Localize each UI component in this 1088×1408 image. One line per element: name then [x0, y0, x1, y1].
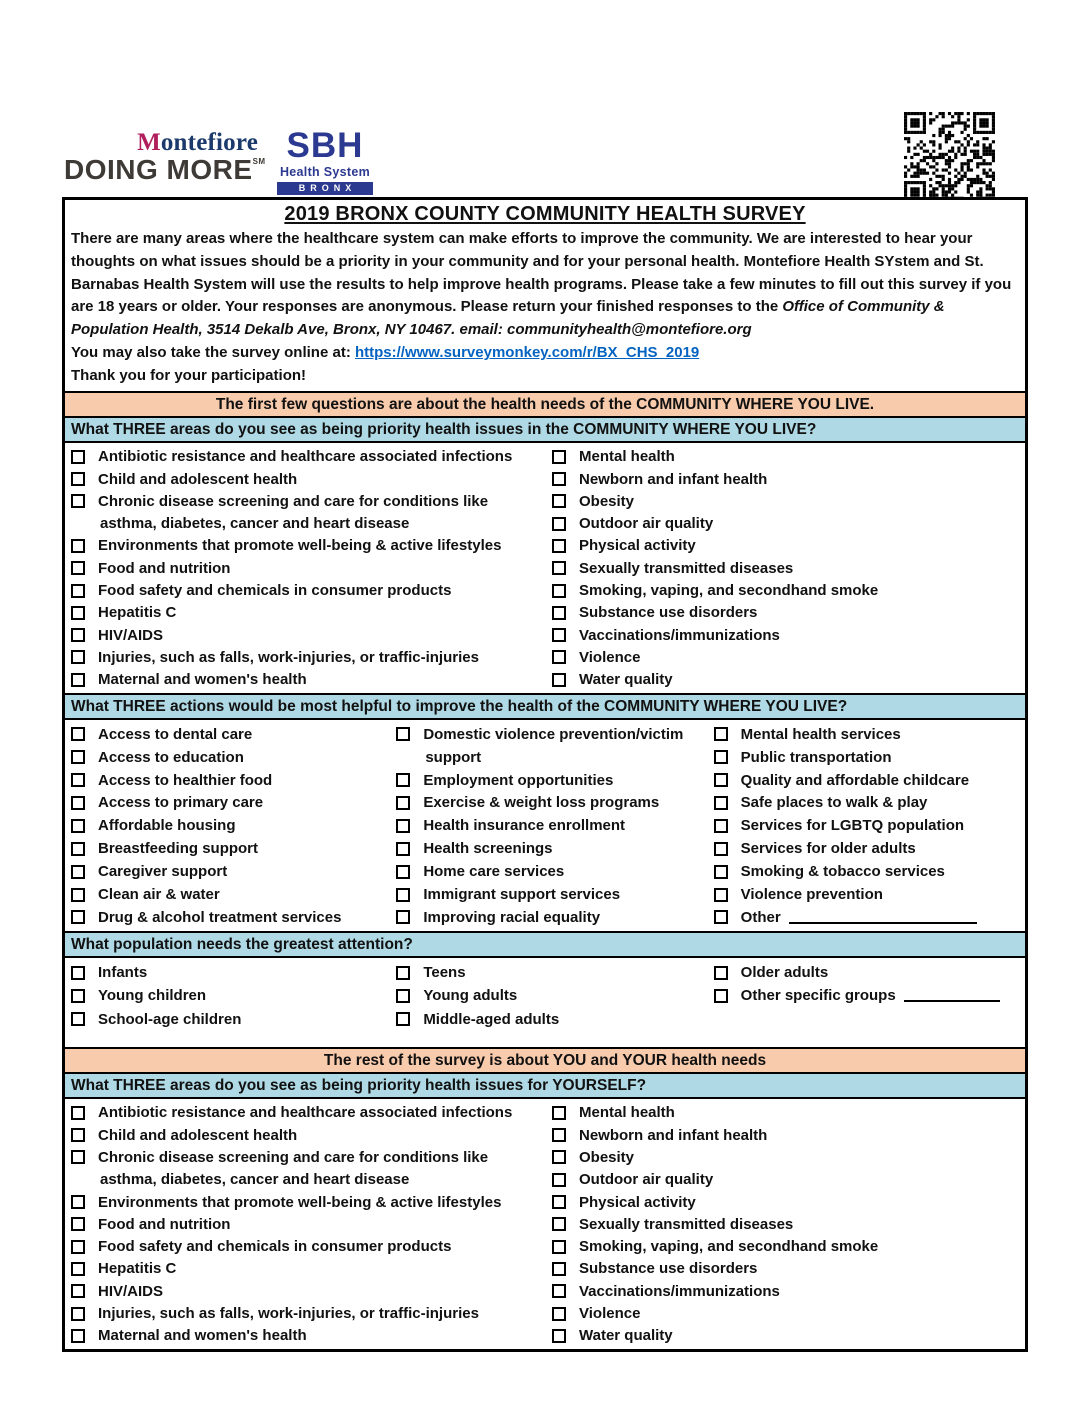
checkbox[interactable]: [71, 773, 85, 787]
checkbox[interactable]: [396, 842, 410, 856]
checklist-item: [69, 860, 394, 883]
checkbox[interactable]: [71, 966, 85, 980]
checkbox-label: Injuries, such as falls, work-injuries, or traffic-injuries: [98, 1305, 479, 1323]
checklist-item: [394, 1007, 711, 1030]
checklist-item: [394, 814, 711, 837]
checkbox[interactable]: [71, 796, 85, 810]
checkbox[interactable]: [714, 842, 728, 856]
checkbox-label: Infants: [98, 964, 148, 981]
doing-more-tagline: [64, 154, 266, 185]
checklist-item: [69, 535, 550, 557]
checkbox-label: Other: [740, 908, 781, 926]
checklist-item: [394, 769, 711, 792]
checkbox-label: Mental health: [579, 1104, 675, 1122]
checkbox[interactable]: [71, 865, 85, 879]
checkbox[interactable]: [714, 966, 728, 980]
checklist-item: [69, 883, 394, 906]
checkbox-label: Access to education: [98, 748, 244, 766]
checklist-item: [69, 579, 550, 601]
checkbox-label: Smoking, vaping, and secondhand smoke: [579, 582, 879, 599]
checkbox[interactable]: [552, 1262, 566, 1276]
checklist-item: [69, 792, 394, 815]
checklist-item: [712, 961, 1025, 984]
checkbox[interactable]: [714, 727, 728, 741]
checklist-item: [69, 1325, 550, 1347]
checkbox-label: Outdoor air quality: [579, 515, 714, 533]
checklist-item: [550, 1124, 1025, 1146]
checklist-item: [394, 860, 711, 883]
checklist-item: [394, 792, 711, 815]
checkbox-label: Violence prevention: [740, 886, 883, 904]
page-title: 2019 BRONX COUNTY COMMUNITY HEALTH SURVEY: [284, 203, 806, 225]
doing-more-text: DOING MORE: [64, 154, 253, 185]
checkbox-label: Exercise & weight loss programs: [423, 794, 660, 812]
checkbox-label: Drug & alcohol treatment services: [98, 908, 342, 926]
checkbox-label: Vaccinations/immunizations: [579, 1282, 780, 1300]
checklist-item: [550, 646, 1025, 668]
checkbox[interactable]: [71, 888, 85, 902]
montefiore-initial: M: [137, 129, 161, 156]
checkbox-label: Employment opportunities: [423, 771, 614, 789]
checkbox-label: Hepatitis C: [98, 1260, 177, 1278]
checklist-item: [550, 602, 1025, 624]
checkbox[interactable]: [552, 450, 566, 464]
checklist-item: [712, 984, 1025, 1007]
checklist-item: [69, 602, 550, 624]
checklist-item: [394, 883, 711, 906]
checkbox-label: Services for older adults: [740, 840, 916, 858]
checkbox[interactable]: [71, 1240, 85, 1254]
checkbox[interactable]: [396, 989, 410, 1003]
montefiore-rest: ontefiore: [160, 129, 258, 156]
checkbox[interactable]: [552, 1284, 566, 1298]
checkbox-label: Improving racial equality: [423, 908, 601, 926]
checklist-column: [69, 723, 394, 929]
checkbox-label: Public transportation: [740, 748, 892, 766]
checkbox-label: Food and nutrition: [98, 1215, 231, 1233]
checkbox-label: Health insurance enrollment: [423, 817, 626, 835]
checkbox-label: Chronic disease screening and care for conditions like: [98, 492, 489, 510]
checkbox[interactable]: [552, 606, 566, 620]
checkbox[interactable]: [552, 1106, 566, 1120]
checkbox-label: Sexually transmitted diseases: [579, 559, 794, 577]
checklist-item: [69, 961, 394, 984]
checkbox[interactable]: [714, 750, 728, 764]
checklist-item: [550, 490, 1025, 512]
montefiore-wordmark: [64, 130, 258, 155]
checklist-item: [550, 1280, 1025, 1302]
checkbox-label: Access to dental care: [98, 725, 253, 743]
checkbox-label: Food and nutrition: [98, 559, 231, 577]
checklist-item: [69, 1191, 550, 1213]
checklist-item: [550, 1325, 1025, 1347]
checkbox[interactable]: [552, 1150, 566, 1164]
checklist-actions: [65, 720, 1025, 931]
checkbox-label: Food safety and chemicals in consumer products: [98, 582, 452, 599]
checkbox[interactable]: [71, 727, 85, 741]
checklist-item: [69, 669, 550, 691]
checklist-item: [69, 490, 550, 512]
checklist-priority-community: [65, 443, 1025, 693]
checkbox-label: asthma, diabetes, cancer and heart disease: [100, 1171, 410, 1189]
checkbox[interactable]: [714, 773, 728, 787]
checkbox[interactable]: [552, 1329, 566, 1343]
checklist-item: [69, 1124, 550, 1146]
checklist-item: [69, 624, 550, 646]
checklist-item: [712, 792, 1025, 815]
write-in-blank[interactable]: [789, 911, 977, 924]
checkbox-label: Affordable housing: [98, 817, 236, 835]
checkbox[interactable]: [552, 517, 566, 531]
checklist-item: [394, 984, 711, 1007]
checkbox-label: Older adults: [740, 964, 829, 981]
checklist-item: [69, 1102, 550, 1124]
checkbox[interactable]: [71, 1012, 85, 1026]
checkbox-label: Maternal and women's health: [98, 671, 307, 689]
checklist-column: [69, 446, 550, 691]
checkbox-label: Young children: [98, 987, 207, 1005]
qr-code: [904, 112, 995, 203]
checklist-item: [550, 1302, 1025, 1324]
checkbox[interactable]: [396, 819, 410, 833]
checklist-column: [69, 1102, 550, 1347]
checklist-column: [69, 961, 394, 1031]
checklist-item: [69, 557, 550, 579]
checklist-item: [550, 1146, 1025, 1168]
checkbox-label: Quality and affordable childcare: [740, 771, 970, 789]
checklist-item: [712, 906, 1025, 929]
checkbox[interactable]: [552, 650, 566, 664]
checkbox[interactable]: [396, 865, 410, 879]
checkbox-label: asthma, diabetes, cancer and heart disease: [100, 515, 410, 533]
checklist-item: [550, 1236, 1025, 1258]
checkbox[interactable]: [552, 539, 566, 553]
checkbox[interactable]: [396, 773, 410, 787]
checkbox-label: Child and adolescent health: [98, 470, 298, 488]
checkbox[interactable]: [71, 1329, 85, 1343]
checkbox-label: Environments that promote well-being & active lifestyles: [98, 1193, 502, 1211]
checklist-item: [550, 1258, 1025, 1280]
checkbox-label: Vaccinations/immunizations: [579, 626, 780, 644]
checkbox[interactable]: [714, 819, 728, 833]
checklist-item: [550, 468, 1025, 490]
service-mark: SM: [252, 157, 266, 166]
checkbox[interactable]: [71, 750, 85, 764]
checklist-item: [69, 1280, 550, 1302]
checkbox-label: Other specific groups: [740, 987, 896, 1005]
checkbox[interactable]: [71, 650, 85, 664]
thanks-text: Thank you for your participation!: [71, 366, 307, 384]
checklist-item: [550, 624, 1025, 646]
checkbox-label: Sexually transmitted diseases: [579, 1215, 794, 1233]
checkbox[interactable]: [552, 494, 566, 508]
checklist-column: [712, 723, 1025, 929]
checklist-item: [550, 535, 1025, 557]
sbh-logo: [277, 128, 373, 195]
return-address: Office of Community & Population Health, 3514 Dekalb Ave, Bronx, NY 10467. email: communityhealth@montefiore.org: [71, 298, 945, 339]
checkbox[interactable]: [552, 628, 566, 642]
checklist-item: [550, 512, 1025, 534]
checklist-item: [550, 669, 1025, 691]
checkbox[interactable]: [396, 727, 410, 741]
checklist-item: [394, 961, 711, 984]
checkbox-label: Maternal and women's health: [98, 1327, 307, 1345]
checklist-item: [69, 1146, 550, 1168]
checklist-item: [69, 984, 394, 1007]
checklist-item: [712, 814, 1025, 837]
online-survey-prefix: You may also take the survey online at:: [71, 343, 355, 361]
intro-text: There are many areas where the healthcare system can make efforts to improve the community. We are interested to hear your thoughts on what issues should be a priority in your community and for your personal health. Montefiore Health SYstem and St. Barnabas Health System will use the results to help improve health programs. Please take a few minutes to fill out this survey if you are 18 years or older. Your responses are anonymous. Please return your finished responses to the: [71, 230, 1012, 316]
checkbox-label: Health screenings: [423, 840, 553, 858]
checklist-item: [712, 883, 1025, 906]
checkbox-label: Newborn and infant health: [579, 470, 768, 488]
checkbox-label: Environments that promote well-being & active lifestyles: [98, 537, 502, 555]
checklist-priority-self: [65, 1099, 1025, 1349]
checkbox-label: Substance use disorders: [579, 1260, 758, 1278]
checklist-item: [550, 579, 1025, 601]
checkbox-label: Access to primary care: [98, 794, 264, 812]
checkbox[interactable]: [552, 1173, 566, 1187]
checkbox[interactable]: [71, 673, 85, 687]
checklist-column: [394, 723, 711, 929]
checkbox-label: Water quality: [579, 1327, 673, 1345]
checklist-item: [394, 906, 711, 929]
checkbox-label: Teens: [423, 964, 466, 981]
checklist-item: [69, 906, 394, 929]
checkbox-label: Child and adolescent health: [98, 1126, 298, 1144]
section-banner-community: The first few questions are about the health needs of the COMMUNITY WHERE YOU LIVE.: [65, 391, 1025, 418]
checkbox[interactable]: [552, 1195, 566, 1209]
checkbox-label: Breastfeeding support: [98, 840, 259, 858]
checklist-item: [69, 1302, 550, 1324]
checkbox-label: School-age children: [98, 1010, 242, 1028]
checkbox-label: Obesity: [579, 1148, 635, 1166]
checklist-column: [550, 446, 1025, 691]
question-priority-self: What THREE areas do you see as being priority health issues for YOURSELF?: [65, 1074, 1025, 1099]
checkbox-label: Physical activity: [579, 1193, 696, 1211]
checklist-item: [712, 860, 1025, 883]
checkbox-label: Domestic violence prevention/victim: [423, 725, 684, 743]
checklist-item-continuation: [69, 1169, 550, 1191]
checkbox[interactable]: [71, 910, 85, 924]
checklist-item: [550, 1191, 1025, 1213]
checklist-item: [69, 769, 394, 792]
montefiore-logo: [64, 129, 266, 185]
checklist-item: [69, 837, 394, 860]
checkbox-label: support: [425, 748, 482, 766]
checklist-item: [712, 746, 1025, 769]
section-banner-yourself: The rest of the survey is about YOU and YOUR health needs: [65, 1047, 1025, 1074]
checkbox[interactable]: [396, 796, 410, 810]
checklist-item: [69, 1258, 550, 1280]
checkbox[interactable]: [71, 628, 85, 642]
checklist-item: [712, 723, 1025, 746]
checkbox[interactable]: [396, 910, 410, 924]
survey-link[interactable]: https://www.surveymonkey.com/r/BX_CHS_2019: [354, 343, 700, 361]
checklist-item: [69, 468, 550, 490]
checkbox[interactable]: [71, 1106, 85, 1120]
checkbox-label: Mental health services: [740, 725, 901, 743]
checkbox-label: Newborn and infant health: [579, 1126, 768, 1144]
checkbox[interactable]: [71, 450, 85, 464]
checkbox[interactable]: [71, 819, 85, 833]
checkbox-label: Middle-aged adults: [423, 1010, 560, 1028]
checkbox[interactable]: [552, 1240, 566, 1254]
checkbox-label: Services for LGBTQ population: [740, 817, 965, 835]
checklist-item: [550, 557, 1025, 579]
checkbox[interactable]: [71, 561, 85, 575]
checkbox[interactable]: [714, 796, 728, 810]
sbh-acronym: SBH: [286, 126, 364, 165]
checkbox[interactable]: [71, 494, 85, 508]
checkbox-label: Obesity: [579, 492, 635, 510]
checkbox[interactable]: [71, 989, 85, 1003]
checklist-item: [550, 1102, 1025, 1124]
checkbox-label: Hepatitis C: [98, 604, 177, 622]
checkbox-label: Smoking & tobacco services: [740, 863, 945, 881]
checkbox-label: Violence: [579, 1305, 641, 1323]
checkbox[interactable]: [396, 888, 410, 902]
checklist-item: [394, 837, 711, 860]
checkbox[interactable]: [71, 1150, 85, 1164]
sbh-health-system: Health System: [279, 165, 371, 179]
checklist-column: [550, 1102, 1025, 1347]
checkbox-label: Immigrant support services: [423, 886, 621, 904]
checkbox[interactable]: [552, 472, 566, 486]
checklist-column: [394, 961, 711, 1031]
checkbox[interactable]: [714, 865, 728, 879]
write-in-blank[interactable]: [904, 989, 1000, 1002]
checklist-population: [65, 958, 1025, 1047]
checkbox-label: Home care services: [423, 863, 565, 881]
checkbox-label: Mental health: [579, 448, 675, 466]
checkbox-label: HIV/AIDS: [98, 626, 164, 644]
checklist-item-continuation: [69, 512, 550, 534]
checkbox-label: Antibiotic resistance and healthcare associated infections: [98, 448, 513, 466]
sbh-bronx-bar: BRONX: [277, 182, 373, 195]
checkbox[interactable]: [71, 606, 85, 620]
checkbox[interactable]: [71, 472, 85, 486]
checklist-item: [69, 446, 550, 468]
checkbox-label: Caregiver support: [98, 863, 228, 881]
checkbox-label: Clean air & water: [98, 886, 220, 904]
checkbox[interactable]: [552, 1307, 566, 1321]
checkbox-label: Violence: [579, 648, 641, 666]
checkbox[interactable]: [71, 1195, 85, 1209]
checklist-item: [69, 1236, 550, 1258]
checklist-item: [69, 723, 394, 746]
checkbox[interactable]: [71, 1128, 85, 1142]
checklist-item: [550, 1213, 1025, 1235]
intro-paragraph: [65, 227, 1025, 391]
checkbox[interactable]: [714, 989, 728, 1003]
checkbox-label: Physical activity: [579, 537, 696, 555]
checkbox-label: Antibiotic resistance and healthcare associated infections: [98, 1104, 513, 1122]
checkbox-label: Substance use disorders: [579, 604, 758, 622]
checklist-item: [69, 646, 550, 668]
checkbox[interactable]: [714, 888, 728, 902]
checkbox[interactable]: [71, 584, 85, 598]
checkbox[interactable]: [552, 584, 566, 598]
checkbox-label: Injuries, such as falls, work-injuries, or traffic-injuries: [98, 648, 479, 666]
checkbox[interactable]: [71, 842, 85, 856]
checkbox[interactable]: [552, 673, 566, 687]
checkbox-label: Access to healthier food: [98, 771, 273, 789]
checkbox-label: Safe places to walk & play: [740, 794, 928, 812]
checkbox[interactable]: [71, 539, 85, 553]
checklist-item: [550, 1169, 1025, 1191]
question-priority-community: What THREE areas do you see as being priority health issues in the COMMUNITY WHERE YOU LIVE?: [65, 418, 1025, 443]
checkbox[interactable]: [552, 1128, 566, 1142]
checklist-item: [712, 769, 1025, 792]
checklist-item: [550, 446, 1025, 468]
checkbox-label: Chronic disease screening and care for conditions like: [98, 1148, 489, 1166]
checkbox-label: Smoking, vaping, and secondhand smoke: [579, 1238, 879, 1256]
checkbox-label: Outdoor air quality: [579, 1171, 714, 1189]
checklist-item: [69, 746, 394, 769]
checkbox-label: HIV/AIDS: [98, 1282, 164, 1300]
checklist-item: [712, 837, 1025, 860]
checkbox[interactable]: [396, 1012, 410, 1026]
checklist-item: [69, 1213, 550, 1235]
checkbox-label: Food safety and chemicals in consumer products: [98, 1238, 452, 1256]
checklist-item: [69, 814, 394, 837]
checkbox[interactable]: [71, 1284, 85, 1298]
checklist-item-continuation: [394, 746, 711, 769]
checkbox[interactable]: [552, 1217, 566, 1231]
checkbox[interactable]: [396, 966, 410, 980]
checkbox[interactable]: [552, 561, 566, 575]
checkbox[interactable]: [714, 910, 728, 924]
checklist-item: [69, 1007, 394, 1030]
checkbox-label: Young adults: [423, 987, 518, 1005]
survey-form: [62, 197, 1028, 1352]
checkbox[interactable]: [71, 1262, 85, 1276]
checklist-item: [394, 723, 711, 746]
checklist-column: [712, 961, 1025, 1031]
question-actions: What THREE actions would be most helpful to improve the health of the COMMUNITY WHERE YOU LIVE?: [65, 693, 1025, 720]
checkbox[interactable]: [71, 1217, 85, 1231]
checkbox-label: Water quality: [579, 671, 673, 689]
checkbox[interactable]: [71, 1307, 85, 1321]
question-population: What population needs the greatest attention?: [65, 931, 1025, 958]
